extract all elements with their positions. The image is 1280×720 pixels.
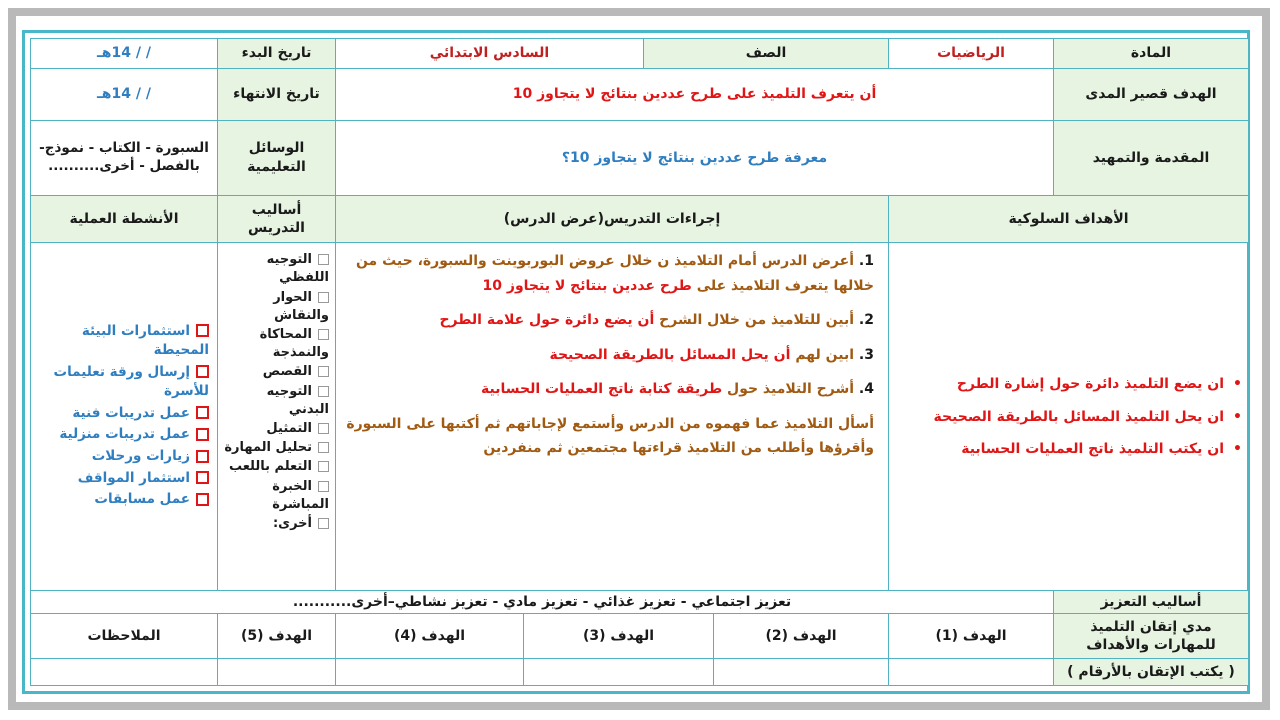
media-value: السبورة - الكتاب - نموذج- بالفصل - أخرى.......... bbox=[31, 120, 218, 195]
checkbox-icon[interactable] bbox=[196, 450, 209, 463]
method-item: التوجيه البدني bbox=[266, 383, 329, 417]
procedure-step-2: 2. أبين للتلاميذ من خلال الشرح أن يضع دائرة حول علامة الطرح bbox=[439, 312, 874, 329]
grade-value: السادس الابتدائي bbox=[336, 39, 644, 69]
notes-label: الملاحظات bbox=[31, 613, 218, 658]
mastery-value-3[interactable] bbox=[524, 659, 714, 686]
activity-item: عمل تدريبات منزلية bbox=[39, 425, 209, 445]
subject-label: المادة bbox=[1054, 39, 1249, 69]
media-label: الوسائل التعليمية bbox=[218, 120, 336, 195]
notes-value[interactable] bbox=[31, 659, 218, 686]
method-item: التوجيه اللفظي bbox=[266, 252, 329, 286]
method-item: التعلم باللعب bbox=[224, 458, 329, 476]
mastery-value-5[interactable] bbox=[218, 659, 336, 686]
method-item: القصص bbox=[224, 363, 329, 381]
mastery-goal-3: الهدف (3) bbox=[524, 613, 714, 658]
activities-header: الأنشطة العملية bbox=[31, 195, 218, 242]
method-item: الخبرة المباشرة bbox=[272, 478, 329, 512]
method-item: المحاكاة والنمذجة bbox=[259, 327, 329, 361]
procedure-closing: أسأل التلاميذ عما فهموه من الدرس وأستمع لإجاباتهم ثم أكتبها على السبورة وأقرؤها وأطلب من التلاميذ قراءتها مجتمعين ثم منفردين bbox=[346, 415, 874, 457]
mastery-value-1[interactable] bbox=[889, 659, 1054, 686]
checkbox-icon[interactable] bbox=[196, 493, 209, 506]
checkbox-icon[interactable] bbox=[318, 292, 329, 303]
mastery-label: مدي إتقان التلميذ للمهارات والأهداف bbox=[1054, 613, 1249, 658]
checkbox-icon[interactable] bbox=[318, 386, 329, 397]
behavioral-goal-item: • ان يحل التلميذ المسائل بالطريقة الصحيحة bbox=[895, 408, 1224, 426]
checkbox-icon[interactable] bbox=[196, 406, 209, 419]
goal-text: أن يتعرف التلميذ على طرح عددين بنتائج لا يتجاوز 10 bbox=[336, 68, 1054, 120]
checkbox-icon[interactable] bbox=[318, 254, 329, 265]
reinforcement-label: أساليب التعزيز bbox=[1054, 591, 1249, 614]
lesson-plan-table bbox=[30, 38, 1249, 686]
activities-cell bbox=[31, 243, 218, 591]
checkbox-icon[interactable] bbox=[196, 365, 209, 378]
intro-text: معرفة طرح عددين بنتائج لا يتجاوز 10؟ bbox=[336, 120, 1054, 195]
checkbox-icon[interactable] bbox=[318, 366, 329, 377]
method-item: أخرى: bbox=[224, 515, 329, 533]
end-date-label: تاريخ الانتهاء bbox=[218, 68, 336, 120]
methods-header: أساليب التدريس bbox=[218, 195, 336, 242]
activity-item: زيارات ورحلات bbox=[39, 447, 209, 467]
mastery-goal-2: الهدف (2) bbox=[714, 613, 889, 658]
activity-item: استثمارات البيئة المحيطة bbox=[81, 322, 209, 359]
checkbox-icon[interactable] bbox=[318, 461, 329, 472]
start-date-value: / / 14هـ bbox=[31, 39, 218, 69]
procedures-header: إجراءات التدريس(عرض الدرس) bbox=[336, 195, 889, 242]
mastery-goal-5: الهدف (5) bbox=[218, 613, 336, 658]
method-item: تحليل المهارة bbox=[224, 439, 329, 457]
reinforcement-text: تعزيز اجتماعي - تعزيز غذائي - تعزيز مادي - تعزيز نشاطي–أخرى........... bbox=[31, 591, 1054, 614]
activity-item: إرسال ورقة تعليمات للأسرة bbox=[53, 363, 209, 400]
subject-value: الرياضيات bbox=[889, 39, 1054, 69]
behavioral-goals-cell bbox=[889, 243, 1249, 591]
checkbox-icon[interactable] bbox=[196, 324, 209, 337]
goal-label: الهدف قصير المدى bbox=[1054, 68, 1249, 120]
behavioral-goal-item: • ان يكتب التلميذ ناتج العمليات الحسابية bbox=[895, 440, 1224, 458]
procedures-cell bbox=[336, 243, 889, 591]
mastery-value-4[interactable] bbox=[336, 659, 524, 686]
method-item: التمثيل bbox=[224, 420, 329, 438]
mastery-value-2[interactable] bbox=[714, 659, 889, 686]
procedure-step-1: 1. أعرض الدرس أمام التلاميذ ن خلال عروض البوربوينت والسبورة، حيث من خلالها يتعرف التلاميذ على طرح عددين بنتائج لا يتجاوز 10 bbox=[355, 253, 874, 294]
behavioral-goals-list bbox=[895, 375, 1242, 458]
behavioral-goal-item: • ان يضع التلميذ دائرة حول إشارة الطرح bbox=[895, 375, 1224, 393]
checkbox-icon[interactable] bbox=[318, 329, 329, 340]
mastery-note: ( يكتب الإتقان بالأرقام ) bbox=[1054, 659, 1249, 686]
checkbox-icon[interactable] bbox=[318, 518, 329, 529]
procedure-step-4: 4. أشرح التلاميذ حول طريقة كتابة ناتج العمليات الحسابية bbox=[481, 381, 874, 398]
behavioral-header: الأهداف السلوكية bbox=[889, 195, 1249, 242]
grade-label: الصف bbox=[644, 39, 889, 69]
intro-label: المقدمة والتمهيد bbox=[1054, 120, 1249, 195]
methods-cell bbox=[218, 243, 336, 591]
activity-item: عمل تدريبات فنية bbox=[39, 404, 209, 424]
procedure-step-3: 3. ابين لهم أن يحل المسائل بالطريقة الصحيحة bbox=[549, 346, 874, 363]
mastery-goal-4: الهدف (4) bbox=[336, 613, 524, 658]
mastery-goal-1: الهدف (1) bbox=[889, 613, 1054, 658]
checkbox-icon[interactable] bbox=[196, 428, 209, 441]
activity-item: استثمار المواقف bbox=[39, 469, 209, 489]
checkbox-icon[interactable] bbox=[196, 471, 209, 484]
end-date-value: / / 14هـ bbox=[31, 68, 218, 120]
checkbox-icon[interactable] bbox=[318, 423, 329, 434]
activity-item: عمل مسابقات bbox=[39, 490, 209, 510]
start-date-label: تاريخ البدء bbox=[218, 39, 336, 69]
method-item: الحوار والنقاش bbox=[273, 289, 329, 323]
checkbox-icon[interactable] bbox=[318, 481, 329, 492]
checkbox-icon[interactable] bbox=[318, 442, 329, 453]
